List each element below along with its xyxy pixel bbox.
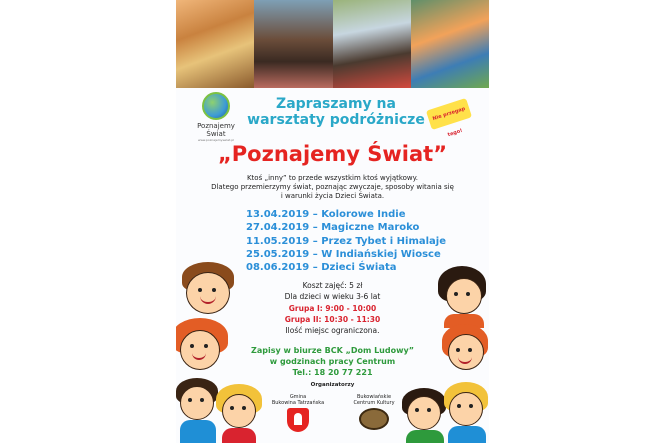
photo-children-costumes <box>176 0 254 88</box>
logo-url: www.poznajemyswiat.pl <box>197 138 235 142</box>
header-line1: Zapraszamy na <box>276 96 396 112</box>
page-title: „Poznajemy Świat” <box>217 142 448 166</box>
bck-logo-icon <box>359 408 389 430</box>
intro-line: Dlatego przemierzymy świat, poznając zwyczaje, sposoby witania się <box>211 183 454 191</box>
organizer-line: Bukowina Tatrzańska <box>271 400 325 406</box>
limited-text: Ilość miejsc ograniczona. <box>285 326 380 336</box>
event-item: 13.04.2019 – Kolorowe Indie <box>246 209 406 220</box>
organizer-line: Centrum Kultury <box>353 400 395 406</box>
info-block <box>236 280 429 336</box>
coat-of-arms-icon <box>287 408 309 432</box>
photo-children-village <box>333 0 411 88</box>
event-item: 11.05.2019 – Przez Tybet i Himalaje <box>246 235 447 247</box>
signup-block <box>231 345 434 378</box>
event-item: 08.06.2019 – Dzieci Świata <box>246 262 397 274</box>
cartoon-kid-right-bottom-1 <box>402 388 448 443</box>
intro-line: Ktoś „inny” to przede wszystkim ktoś wyjątkowy. <box>246 174 419 182</box>
event-list <box>246 208 446 274</box>
cartoon-kid-left-middle <box>176 318 230 378</box>
group2-text: Grupa II: 10:30 - 11:30 <box>284 314 381 324</box>
organizer-line: Bukowiańskie <box>356 394 392 400</box>
organizer-gmina <box>266 394 330 432</box>
cartoon-kid-right-bottom-2 <box>444 382 489 443</box>
organizer-line: Gmina <box>289 394 307 400</box>
photo-children-group <box>254 0 332 88</box>
event-item: 25.05.2019 – W Indiańskiej Wiosce <box>246 248 441 260</box>
logo <box>188 92 244 142</box>
photo-children-playing <box>411 0 489 88</box>
cartoon-kid-left-bottom-1 <box>176 378 220 443</box>
cartoon-kid-left-top <box>178 262 238 322</box>
cartoon-kid-left-bottom-2 <box>216 384 262 443</box>
signup-phone: Tel.: 18 20 77 221 <box>292 368 373 377</box>
group1-text: Grupa I: 9:00 - 10:00 <box>288 303 377 313</box>
header <box>246 96 426 128</box>
header-line2: warsztaty podróżnicze <box>247 112 425 128</box>
photo-strip <box>176 0 489 88</box>
age-text: Dla dzieci w wieku 3-6 lat <box>284 292 381 302</box>
signup-line1: Zapisy w biurze BCK „Dom Ludowy” <box>251 346 414 355</box>
intro-line: i warunki życia Dzieci Świata. <box>280 192 385 200</box>
organizers-title: Organizatorzy <box>310 382 355 388</box>
cost-text: Koszt zajęć: 5 zł <box>302 281 363 290</box>
event-item: 27.04.2019 – Magiczne Maroko <box>246 222 420 234</box>
globe-icon <box>202 92 230 120</box>
poster <box>176 0 489 443</box>
cartoon-kid-right-middle <box>442 324 489 379</box>
organizer-bck <box>342 394 406 430</box>
cartoon-kid-right-top <box>438 266 488 326</box>
stamp-badge: Nie przegap tego! <box>426 98 472 130</box>
signup-line2: w godzinach pracy Centrum <box>269 357 396 366</box>
intro-text <box>196 174 469 201</box>
logo-name: Poznajemy Świat <box>197 122 235 138</box>
